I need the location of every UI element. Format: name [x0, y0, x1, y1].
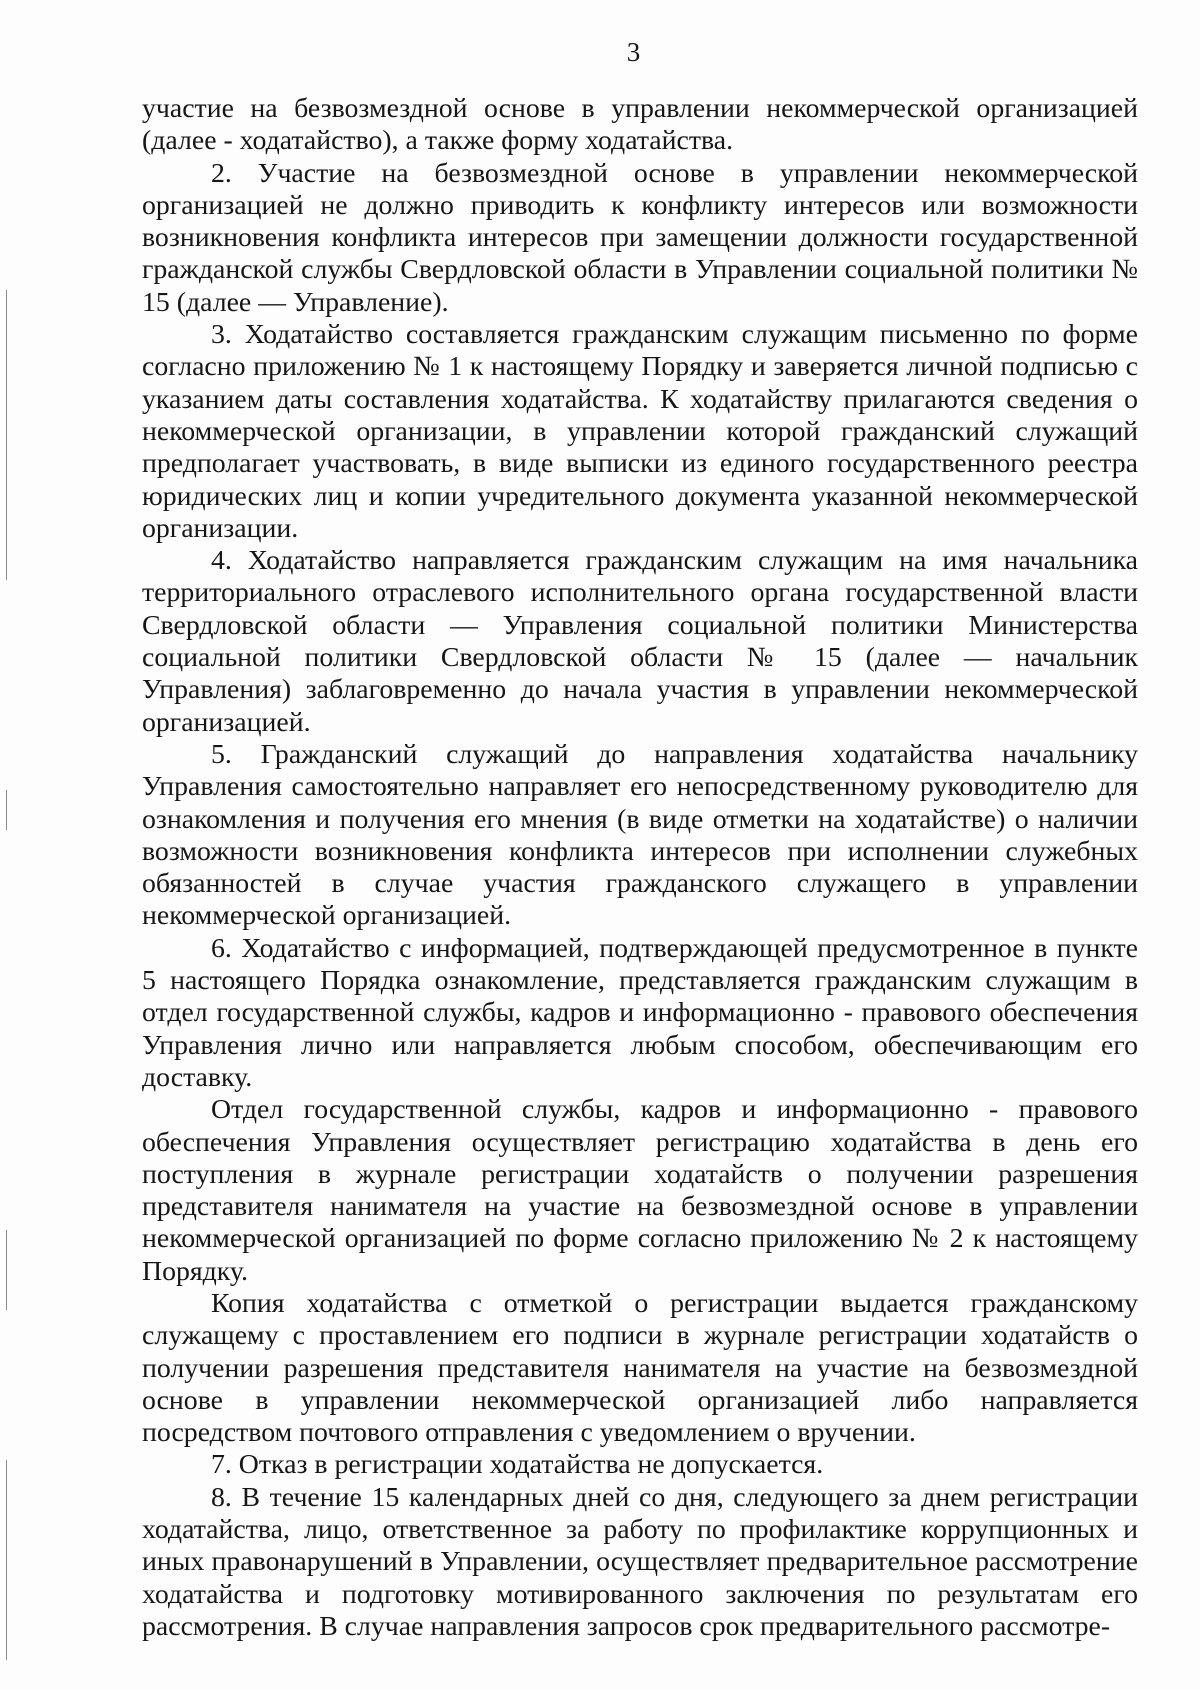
paragraph-copy-issuance: Копия ходатайства с отметкой о регистрации выдается гражданскому служащему с проставлением его подписи в журнале регистрации ходатайств о получении разрешения представителя нанимателя на участие на безвозмездной основе в управлении некоммерческой организацией либо направляется посредством почтового отправления с уведомлением о вручении.: [142, 1287, 1138, 1449]
paragraph-item-3: 3. Ходатайство составляется гражданским служащим письменно по форме согласно приложению № 1 к настоящему Порядку и заверяется личной подписью с указанием даты составления ходатайства. К ходатайству прилагаются сведения о некоммерческой организации, в управлении которой гражданский служащий предполагает участвовать, в виде выписки из единого государственного реестра юридических лиц и копии учредительного документа указанной некоммерческой организации.: [142, 319, 1138, 544]
page-number: 3: [626, 37, 641, 67]
paragraph-item-4: 4. Ходатайство направляется гражданским служащим на имя начальника территориального отраслевого исполнительного органа государственной власти Свердловской области — Управления социальной политики Министерства социальной политики Свердловской области № 15 (далее — начальник Управления) заблаговременно до начала участия в управлении некоммерческой организацией.: [142, 545, 1138, 738]
paragraph-item-6: 6. Ходатайство с информацией, подтверждающей предусмотренное в пункте 5 настоящего Порядка ознакомление, представляется гражданским служащим в отдел государственной службы, кадров и информационно - правового обеспечения Управления лично или направляется любым способом, обеспечивающим его доставку.: [142, 932, 1138, 1093]
scan-artifact-line: [6, 1230, 7, 1310]
scan-artifact-line: [6, 1460, 7, 1660]
paragraph-continuation: участие на безвозмездной основе в управлении некоммерческой организацией (далее - ходатайство), а также форму ходатайства.: [142, 93, 1138, 157]
document-body: [142, 93, 1138, 1643]
scan-artifact-line: [6, 290, 7, 580]
paragraph-item-7: 7. Отказ в регистрации ходатайства не допускается.: [211, 1449, 824, 1481]
paragraph-item-5: 5. Гражданский служащий до направления ходатайства начальнику Управления самостоятельно направляет его непосредственному руководителю для ознакомления и получения его мнения (в виде отметки на ходатайстве) о наличии возможности возникновения конфликта интересов при исполнении служебных обязанностей в случае участия гражданского служащего в управлении некоммерческой организацией.: [142, 738, 1138, 932]
scan-artifact-line: [6, 790, 7, 830]
paragraph-item-8: 8. В течение 15 календарных дней со дня, следующего за днем регистрации ходатайства, лицо, ответственное за работу по профилактике коррупционных и иных правонарушений в Управлении, осуществляет предварительное рассмотрение ходатайства и подготовку мотивированного заключения по результатам его рассмотрения. В случае направления запросов срок предварительного рассмотре-: [142, 1481, 1138, 1642]
paragraph-item-2: 2. Участие на безвозмездной основе в управлении некоммерческой организацией не должно приводить к конфликту интересов или возможности возникновения конфликта интересов при замещении должности государственной гражданской службы Свердловской области в Управлении социальной политики № 15 (далее — Управление).: [142, 157, 1138, 318]
paragraph-registration: Отдел государственной службы, кадров и информационно - правового обеспечения Управления осуществляет регистрацию ходатайства в день его поступления в журнале регистрации ходатайств о получении разрешения представителя нанимателя на участие на безвозмездной основе в управлении некоммерческой организацией по форме согласно приложению № 2 к настоящему Порядку.: [142, 1094, 1138, 1287]
